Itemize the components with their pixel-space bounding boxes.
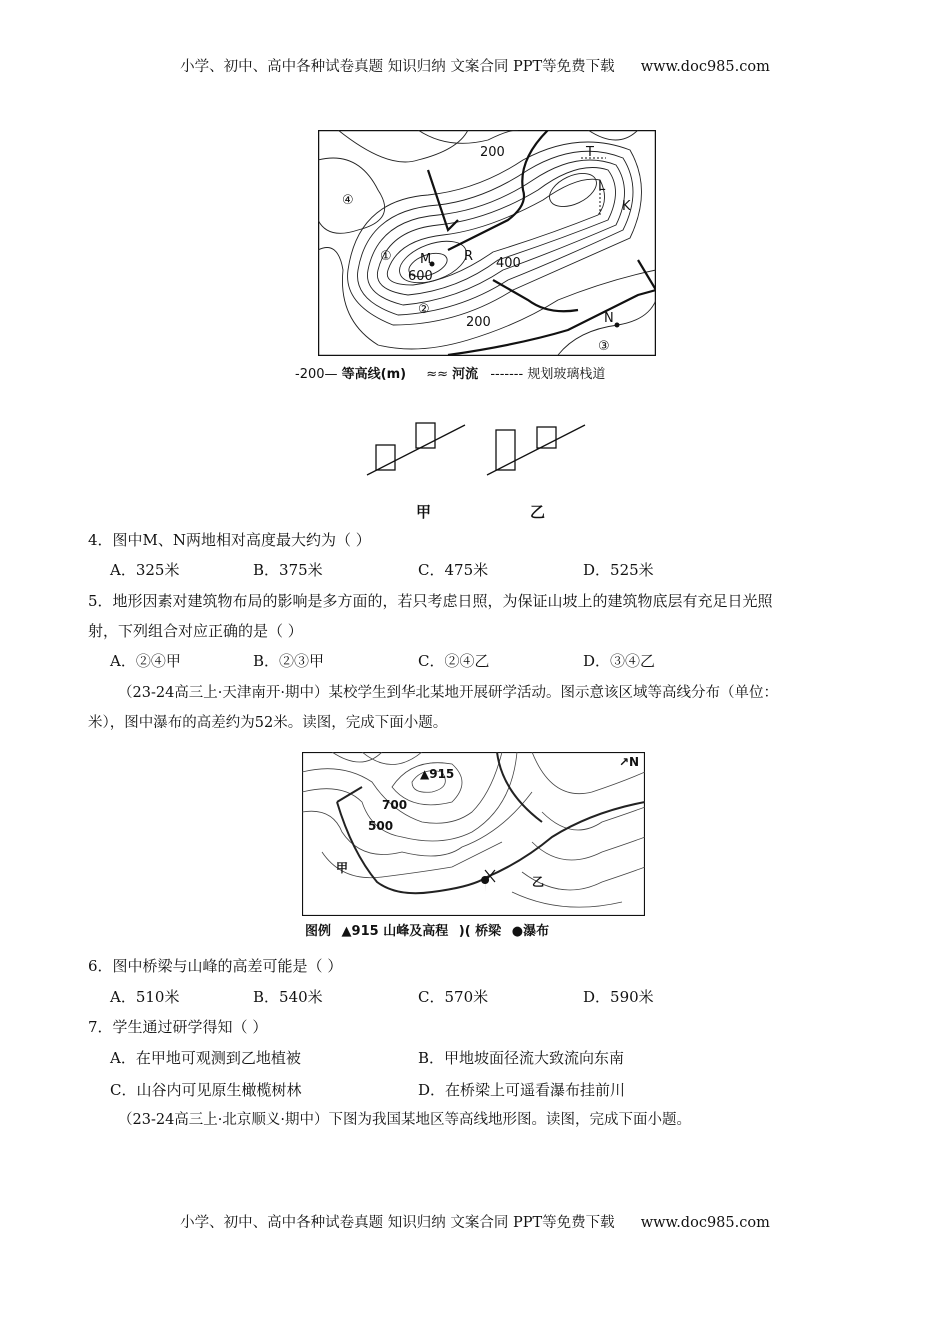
point-T-label: T bbox=[586, 145, 594, 160]
q7-option-b[interactable]: B．甲地坡面径流大致流向东南 bbox=[418, 1049, 625, 1067]
q7-option-a[interactable]: A．在甲地可观测到乙地植被 bbox=[110, 1049, 301, 1067]
q6-option-c[interactable]: C．570米 bbox=[418, 988, 489, 1006]
north-arrow: ↗N bbox=[619, 755, 640, 769]
contour-map-2 bbox=[302, 752, 645, 916]
question-4-stem: 4．图中M、N两地相对高度最大约为（ ） bbox=[88, 531, 371, 549]
contour-map-1 bbox=[318, 130, 656, 356]
marker-1: ① bbox=[380, 249, 392, 264]
trail-legend: 规划玻璃栈道 bbox=[527, 367, 606, 382]
question-6-stem: 6．图中桥梁与山峰的高差可能是（ ） bbox=[88, 957, 343, 975]
q5-option-d[interactable]: D．③④乙 bbox=[583, 652, 656, 670]
footer-url[interactable]: www.doc985.com bbox=[640, 1215, 770, 1231]
contour-label-200: 200 bbox=[480, 145, 505, 160]
legend-title: 图例 bbox=[305, 924, 332, 939]
bridge-legend-icon: )( bbox=[458, 924, 471, 939]
question-7-stem: 7．学生通过研学得知（ ） bbox=[88, 1018, 268, 1036]
bridge-legend: 桥梁 bbox=[475, 924, 502, 939]
contour-label-400: 400 bbox=[496, 256, 521, 271]
question-5-stem: 5．地形因素对建筑物布局的影响是多方面的，若只考虑日照，为保证山坡上的建筑物底层有充足日光照 bbox=[88, 592, 773, 610]
q4-option-c[interactable]: C．475米 bbox=[418, 561, 489, 579]
marker-2: ② bbox=[418, 302, 430, 317]
point-L-label: L bbox=[598, 179, 606, 194]
page-footer bbox=[0, 1213, 950, 1233]
contour-label-200: 200 bbox=[466, 315, 491, 330]
point-K-label: K bbox=[622, 199, 631, 214]
header-text: 小学、初中、高中各种试卷真题 知识归纳 文案合同 PPT等免费下载 bbox=[180, 59, 615, 75]
building-slope-diagrams bbox=[360, 415, 620, 485]
waterfall-legend: 瀑布 bbox=[523, 924, 550, 939]
footer-text: 小学、初中、高中各种试卷真题 知识归纳 文案合同 PPT等免费下载 bbox=[180, 1215, 615, 1231]
contour-legend: 等高线(m) bbox=[341, 367, 407, 382]
point-R-label: R bbox=[464, 249, 474, 264]
q5-option-a[interactable]: A．②④甲 bbox=[110, 652, 181, 670]
header-url[interactable]: www.doc985.com bbox=[640, 59, 770, 75]
map1-legend bbox=[295, 365, 605, 385]
passage-2: （23-24高三上·北京顺义·期中）下图为我国某地区等高线地形图。读图，完成下面小题。 bbox=[118, 1112, 692, 1128]
contour-label-600: 600 bbox=[408, 269, 433, 284]
waterfall-legend-icon: ● bbox=[511, 924, 524, 939]
point-N-label: N bbox=[604, 311, 614, 326]
diagram-label-yi: 乙 bbox=[530, 503, 546, 521]
q6-option-a[interactable]: A．510米 bbox=[110, 988, 180, 1006]
trail-legend-sample: ------- bbox=[490, 367, 524, 382]
river-legend: 河流 bbox=[452, 367, 479, 382]
diagram-label-jia: 甲 bbox=[416, 503, 432, 521]
contour-label-700: 700 bbox=[382, 798, 408, 812]
river-icon: ≈≈ bbox=[426, 367, 449, 382]
point-M-label: M bbox=[420, 252, 432, 267]
marker-4: ④ bbox=[342, 193, 354, 208]
map2-legend bbox=[305, 922, 549, 942]
q6-option-b[interactable]: B．540米 bbox=[253, 988, 323, 1006]
passage-1-cont: 米），图中瀑布的高差约为52米。读图，完成下面小题。 bbox=[88, 715, 448, 731]
q7-option-d[interactable]: D．在桥梁上可遥看瀑布挂前川 bbox=[418, 1081, 626, 1099]
peak-label: ▲915 bbox=[420, 767, 455, 781]
q4-option-a[interactable]: A．325米 bbox=[110, 561, 180, 579]
q4-option-d[interactable]: D．525米 bbox=[583, 561, 654, 579]
passage-1: （23-24高三上·天津南开·期中）某校学生到华北某地开展研学活动。图示意该区域等高线分布（单位： bbox=[118, 685, 779, 701]
contour-label-500: 500 bbox=[368, 819, 394, 833]
question-5-stem-cont: 射，下列组合对应正确的是（ ） bbox=[88, 622, 303, 640]
q4-option-b[interactable]: B．375米 bbox=[253, 561, 323, 579]
q7-option-c[interactable]: C．山谷内可见原生橄榄树林 bbox=[110, 1081, 302, 1099]
q5-option-b[interactable]: B．②③甲 bbox=[253, 652, 325, 670]
place-yi-label: 乙 bbox=[532, 875, 545, 889]
page-header bbox=[0, 57, 950, 77]
q6-option-d[interactable]: D．590米 bbox=[583, 988, 654, 1006]
place-jia-label: 甲 bbox=[336, 861, 349, 875]
marker-3: ③ bbox=[598, 339, 610, 354]
peak-legend: ▲915 山峰及高程 bbox=[341, 924, 449, 939]
contour-legend-sample: -200— bbox=[295, 367, 338, 382]
q5-option-c[interactable]: C．②④乙 bbox=[418, 652, 490, 670]
